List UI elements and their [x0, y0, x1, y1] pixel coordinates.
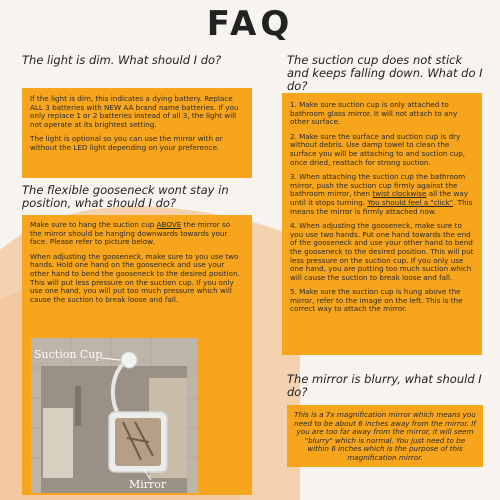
- question-dim-light: The light is dim. What should I do?: [22, 53, 222, 67]
- suction-item-5: 5. Make sure the suction cup is hung above the mirror, refer to the image on the left. This is the correct way to attach the mirror.: [290, 287, 463, 314]
- answer-gooseneck-above: ABOVE: [156, 220, 182, 229]
- mirror-installation-photo: [31, 338, 197, 493]
- suction-item-3-c: . This means the mirror is firmly attached now.: [290, 197, 473, 216]
- question-suction-cup: The suction cup does not stick and keeps falling down. What do I do?: [287, 53, 483, 93]
- answer-blurry: [287, 405, 483, 467]
- photo-illustration: [31, 338, 197, 493]
- suction-item-1: 1. Make sure suction cup is only attached to bathroom glass mirror. It will not attach to any other surface.: [290, 100, 458, 127]
- suction-item-3-twist: twist clockwise: [372, 189, 427, 199]
- label-mirror: Mirror: [129, 478, 167, 491]
- answer-dim-light: [22, 88, 252, 178]
- suction-item-3-click: You should feel a "click": [367, 197, 454, 207]
- answer-dim-light-p2: The light is optional so you can use the mirror with or without the LED light depending on your preference.: [30, 134, 223, 152]
- answer-gooseneck-p1-a: Make sure to hang the suction cup: [30, 220, 157, 229]
- suction-item-3-a: 3. When attaching the suction cup the bathroom mirror, push the suction cup firmly against the bathroom mirror, then: [290, 172, 466, 199]
- question-blurry: The mirror is blurry, what should I do?: [287, 372, 482, 399]
- suction-item-3: [290, 173, 474, 216]
- suction-item-3-b: all the way until it stops turning.: [290, 189, 469, 207]
- answer-gooseneck-p1: [30, 221, 244, 247]
- answer-suction-cup: [282, 93, 482, 355]
- question-gooseneck: The flexible gooseneck wont stay in position, what should I do?: [22, 183, 229, 210]
- answer-gooseneck-p2: When adjusting the gooseneck, make sure to you use two hands. Hold one hand on the gooseneck and use your other hand to bend the gooseneck to the desired position. This will put less pressure on the suction cup. If you only use one hand, you will put too much pressure which will cause the suction to break loose and fall.: [30, 251, 240, 304]
- page-title: FAQ: [206, 4, 294, 44]
- answer-dim-light-p1: If the light is dim, this indicates a dying battery. Replace ALL 3 batteries with NEW AA brand name batteries. If you only replace 1 or 2 batteries instead of all 3, the light will not operate at its brightest setting.: [30, 94, 239, 129]
- label-suction-cup: Suction Cup: [34, 348, 103, 361]
- answer-blurry-text: This is a 7x magnification mirror which means you need to be about 6 inches away from the mirror. If you are too far away from the mirror, it will seem "blurry" which is normal. You just need to be within 6 inches which is the purpose of this magnification mirror.: [294, 410, 476, 462]
- suction-item-2: 2. Make sure the surface and suction cup is dry without debris. Use damp towel to clean the surface you will be attaching to and suction cup, once dried, reattach for strong suction.: [290, 131, 466, 167]
- suction-item-4: 4. When adjusting the gooseneck, make sure to you use two hands. Put one hand towards the end of the gooseneck and use your other hand to bend the gooseneck to the desired position. This will put less pressure on the suction cup. If you only use one hand, you are putting too much suction which will cause the suction to break loose and fall.: [290, 221, 474, 282]
- answer-gooseneck-p1-b: the mirror so the mirror should be hanging downwards towards your face. Please refer to picture below.: [30, 220, 231, 247]
